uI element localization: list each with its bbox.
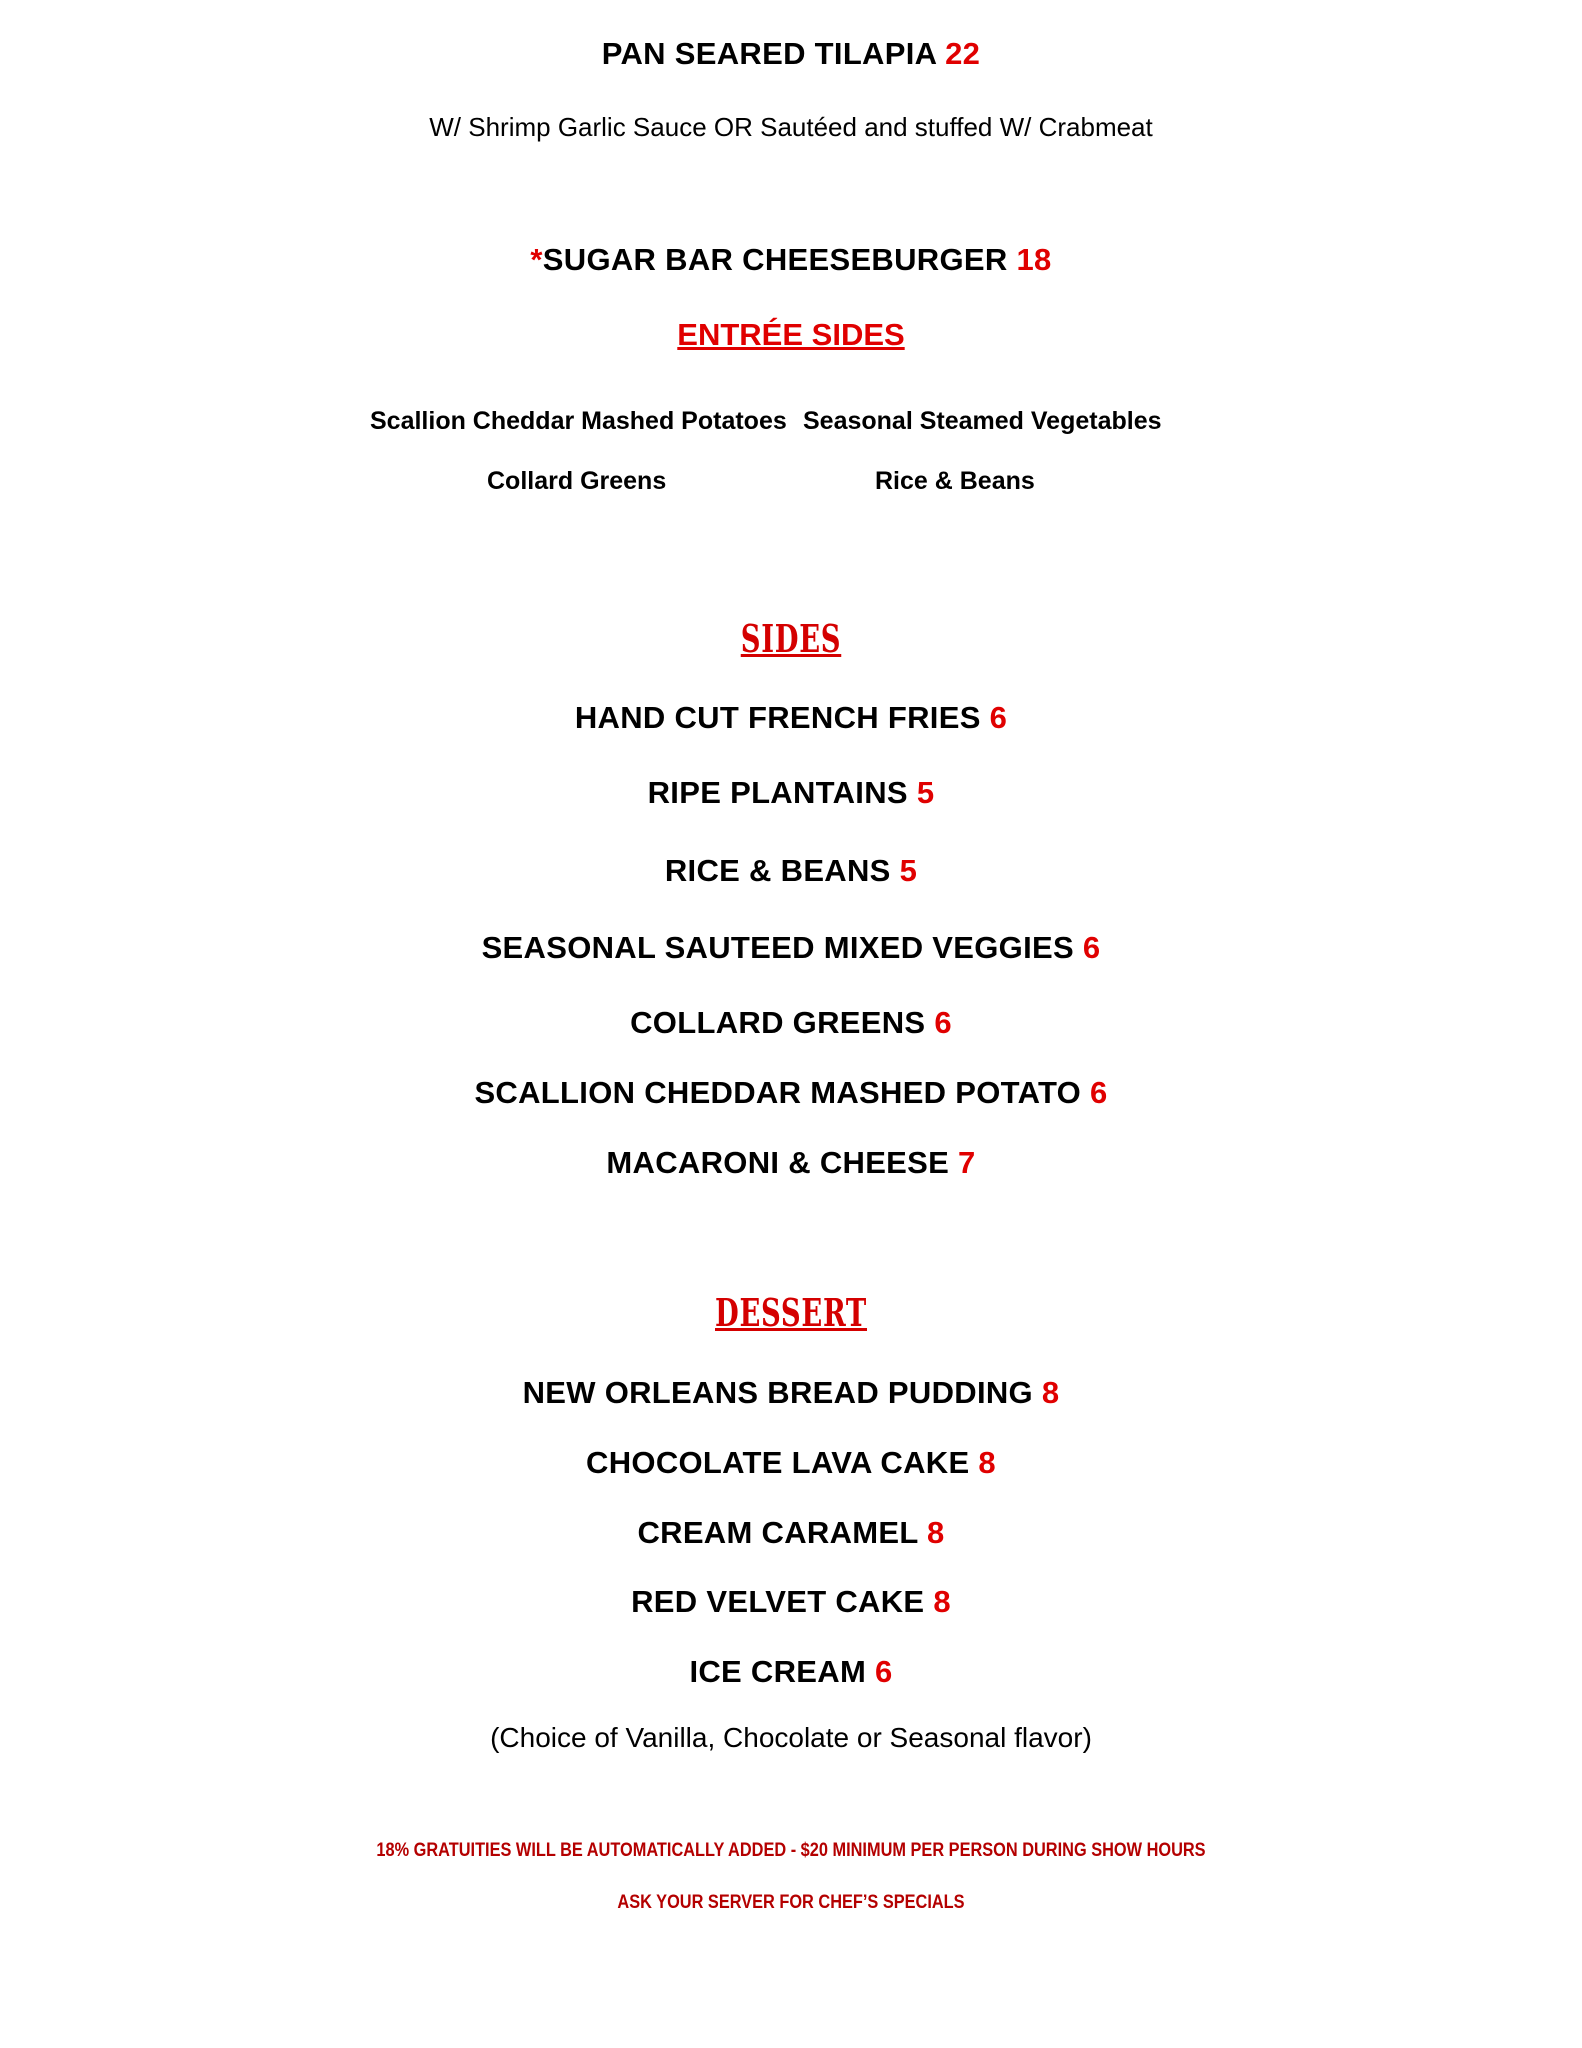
dessert-item: [0, 1445, 1582, 1481]
chef-specials-notice: ASK YOUR SERVER FOR CHEF’S SPECIALS: [617, 1892, 965, 1913]
dessert-item: [0, 1515, 1582, 1551]
side-item-name: HAND CUT FRENCH FRIES: [574, 700, 981, 735]
dessert-item-name: ICE CREAM: [689, 1654, 867, 1689]
dessert-item-price: 8: [926, 1515, 945, 1550]
entree-side-item: Collard Greens: [487, 467, 667, 495]
menu-item-name: PAN SEARED TILAPIA: [601, 36, 937, 71]
gratuity-notice: 18% GRATUITIES WILL BE AUTOMATICALLY ADDED - $20 MINIMUM PER PERSON DURING SHOW HOURS: [376, 1840, 1206, 1861]
dessert-item-price: 8: [1041, 1375, 1060, 1410]
entree-side-item: Scallion Cheddar Mashed Potatoes: [370, 407, 787, 435]
menu-item-sugar-bar-cheeseburger: [0, 242, 1582, 278]
side-item: [0, 775, 1582, 811]
dessert-item-price: 8: [933, 1584, 951, 1619]
side-item: [0, 700, 1582, 736]
dessert-item-name: RED VELVET CAKE: [631, 1584, 925, 1619]
side-item: [0, 1075, 1582, 1111]
side-item-name: MACARONI & CHEESE: [606, 1145, 950, 1180]
menu-item-description: W/ Shrimp Garlic Sauce OR Sautéed and stuffed W/ Crabmeat: [429, 112, 1153, 142]
side-item-price: 5: [916, 775, 935, 810]
dessert-item-name: CREAM CARAMEL: [637, 1515, 919, 1550]
side-item-price: 6: [1082, 930, 1101, 965]
side-item-name: SEASONAL SAUTEED MIXED VEGGIES: [481, 930, 1074, 965]
dessert-heading: DESSERT: [714, 1290, 868, 1335]
entree-side-item: Seasonal Steamed Vegetables: [803, 407, 1162, 435]
side-item-name: COLLARD GREENS: [630, 1005, 926, 1040]
side-item-name: RICE & BEANS: [664, 853, 891, 888]
menu-item-name: SUGAR BAR CHEESEBURGER: [542, 242, 1008, 277]
menu-item-price: 22: [945, 36, 981, 71]
dessert-item-price: 6: [875, 1654, 893, 1689]
side-item: [0, 1145, 1582, 1181]
side-item-price: 6: [1090, 1075, 1108, 1110]
side-item: [0, 930, 1582, 966]
side-item-price: 6: [934, 1005, 952, 1040]
menu-item-price: 18: [1016, 242, 1052, 277]
side-item-price: 5: [899, 853, 918, 888]
side-item-price: 7: [958, 1145, 976, 1180]
sides-heading: SIDES: [740, 616, 842, 661]
menu-item-prefix: *: [530, 242, 543, 277]
dessert-item: [0, 1375, 1582, 1411]
side-item: [0, 1005, 1582, 1041]
side-item-name: SCALLION CHEDDAR MASHED POTATO: [474, 1075, 1082, 1110]
dessert-item-name: CHOCOLATE LAVA CAKE: [586, 1445, 970, 1480]
side-item: [0, 853, 1582, 889]
entree-side-item: Rice & Beans: [875, 467, 1035, 495]
side-item-price: 6: [989, 700, 1008, 735]
dessert-item: [0, 1584, 1582, 1620]
dessert-item-description: (Choice of Vanilla, Chocolate or Seasonal flavor): [490, 1722, 1092, 1753]
dessert-item-price: 8: [978, 1445, 996, 1480]
menu-item-pan-seared-tilapia: [0, 36, 1582, 72]
dessert-item-name: NEW ORLEANS BREAD PUDDING: [522, 1375, 1033, 1410]
dessert-item: [0, 1654, 1582, 1690]
entree-sides-heading: ENTRÉE SIDES: [677, 317, 905, 352]
side-item-name: RIPE PLANTAINS: [647, 775, 908, 810]
